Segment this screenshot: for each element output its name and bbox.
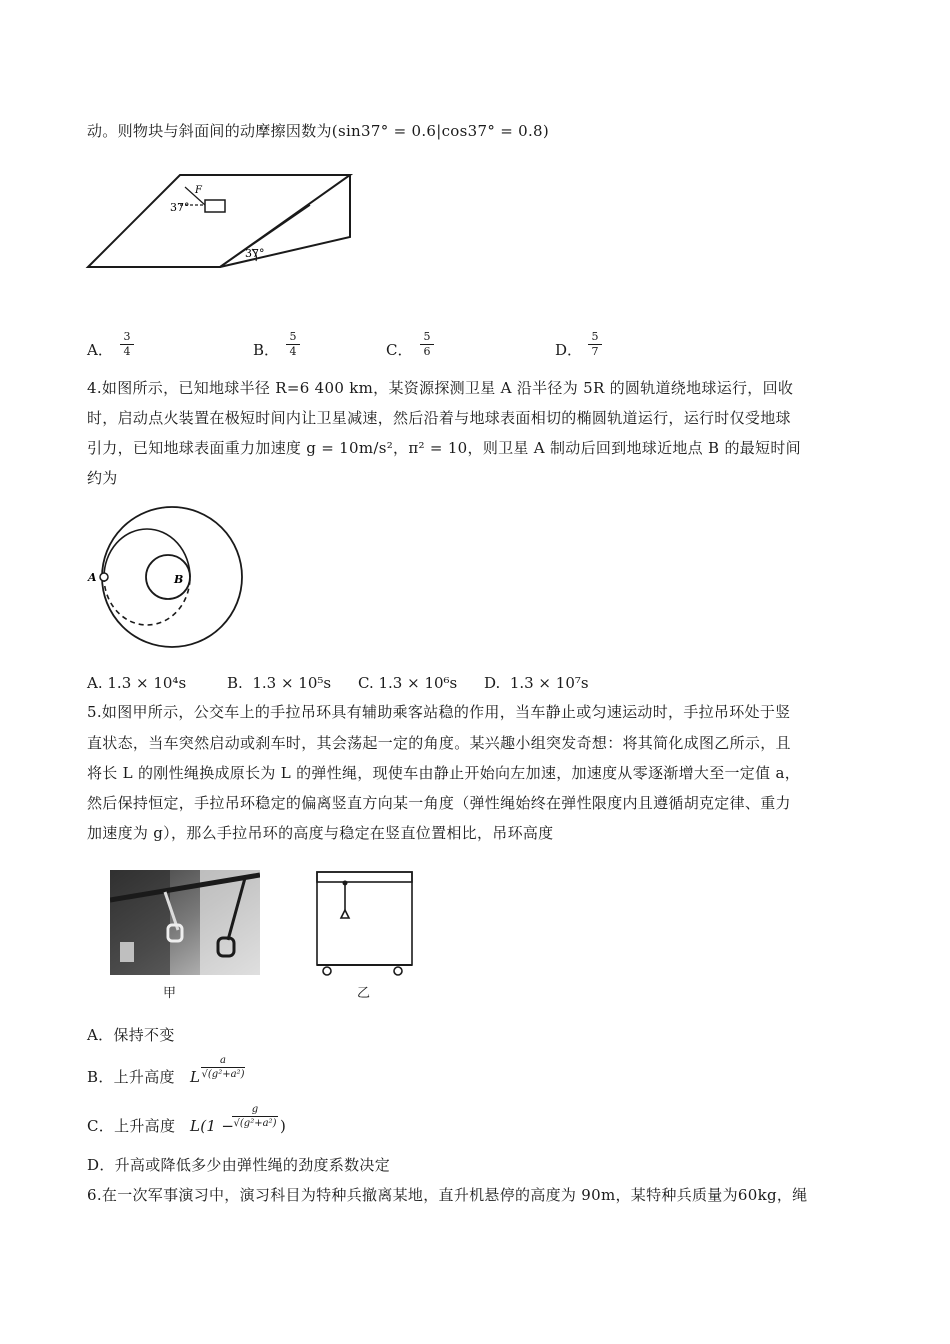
q3-option-a-letter: A． <box>87 341 113 359</box>
q3-option-c-fraction: 5 6 <box>420 331 434 358</box>
q6-stem-line-1: 6.在一次军事演习中，演习科目为特种兵撤离某地，直升机悬停的高度为 90m，某特种兵质量为60kg，绳 <box>87 1186 808 1204</box>
q5-stem-line-5: 加速度为 g），那么手拉吊环的高度与稳定在竖直位置相比，吊环高度 <box>87 824 554 842</box>
q5-stem-line-1: 5.如图甲所示，公交车上的手拉吊环具有辅助乘客站稳的作用，当车静止或匀速运动时，手拉吊环处于竖 <box>87 703 791 721</box>
angle-label-top: 37° <box>170 201 190 214</box>
q3-option-d-fraction: 5 7 <box>588 331 602 358</box>
force-label: F <box>195 185 202 196</box>
orbit-figure <box>82 505 252 655</box>
q3-option-d-letter: D． <box>555 341 583 359</box>
q5-option-c-expr-pre: L(1 − <box>190 1117 235 1135</box>
q5-option-b-prefix: B．上升高度 <box>87 1068 175 1086</box>
q4-option-a: A. 1.3 × 10⁴s <box>87 674 187 692</box>
q4-stem-line-1: 4.如图所示，已知地球半径 R=6 400 km，某资源探测卫星 A 沿半径为 5R 的圆轨道绕地球运行，回收 <box>87 379 794 397</box>
figure-caption-left: 甲 <box>163 986 177 1001</box>
bus-handle-photo <box>110 870 260 975</box>
q3-option-b-letter: B． <box>253 341 280 359</box>
q4-stem-line-3: 引力，已知地球表面重力加速度 g = 10m/s²，π² = 10，则卫星 A 制动后回到地球近地点 B 的最短时间 <box>87 439 801 457</box>
q4-option-c: C. 1.3 × 10⁶s <box>358 674 458 692</box>
q5-option-c-fraction: g √(g²+a²) <box>233 1104 277 1129</box>
q5-option-c-expr-post: ) <box>280 1117 287 1135</box>
q3-option-a-fraction: 3 4 <box>120 331 134 358</box>
q5-option-b-fraction: a √(g²+a²) <box>201 1055 245 1080</box>
angle-label-base: 37° <box>245 247 265 260</box>
q3-option-b-fraction: 5 4 <box>286 331 300 358</box>
q5-option-b-expr: L <box>190 1068 201 1086</box>
q5-stem-line-3: 将长 L 的刚性绳换成原长为 L 的弹性绳，现使车由静止开始向左加速，加速度从零逐渐增大至一定值 a， <box>87 764 801 782</box>
q5-option-c-prefix: C．上升高度 <box>87 1117 176 1135</box>
q3-stem-line: 动。则物块与斜面间的动摩擦因数为(sin37° = 0.6|cos37° = 0.8) <box>87 122 550 140</box>
q5-stem-line-2: 直状态，当车突然启动或刹车时，其会荡起一定的角度。某兴趣小组突发奇想：将其简化成图乙所示，且 <box>87 734 791 752</box>
q5-option-d: D．升高或降低多少由弹性绳的劲度系数决定 <box>87 1156 391 1174</box>
incline-figure <box>80 165 360 275</box>
q5-stem-line-4: 然后保持恒定，手拉吊环稳定的偏离竖直方向某一角度（弹性绳始终在弹性限度内且遵循胡克定律、重力 <box>87 794 791 812</box>
point-b-label: B <box>174 573 184 586</box>
figure-caption-right: 乙 <box>357 986 371 1001</box>
q4-option-d: D. 1.3 × 10⁷s <box>484 674 589 692</box>
q4-stem-line-4: 约为 <box>87 469 118 487</box>
point-a-label: A <box>88 571 97 584</box>
q5-option-a: A．保持不变 <box>87 1026 175 1044</box>
q3-option-c-letter: C． <box>386 341 413 359</box>
q4-option-b: B. 1.3 × 10⁵s <box>227 674 332 692</box>
bus-model-diagram <box>312 870 417 980</box>
q4-stem-line-2: 时，启动点火装置在极短时间内让卫星减速，然后沿着与地球表面相切的椭圆轨道运行，运行时仅受地球 <box>87 409 791 427</box>
